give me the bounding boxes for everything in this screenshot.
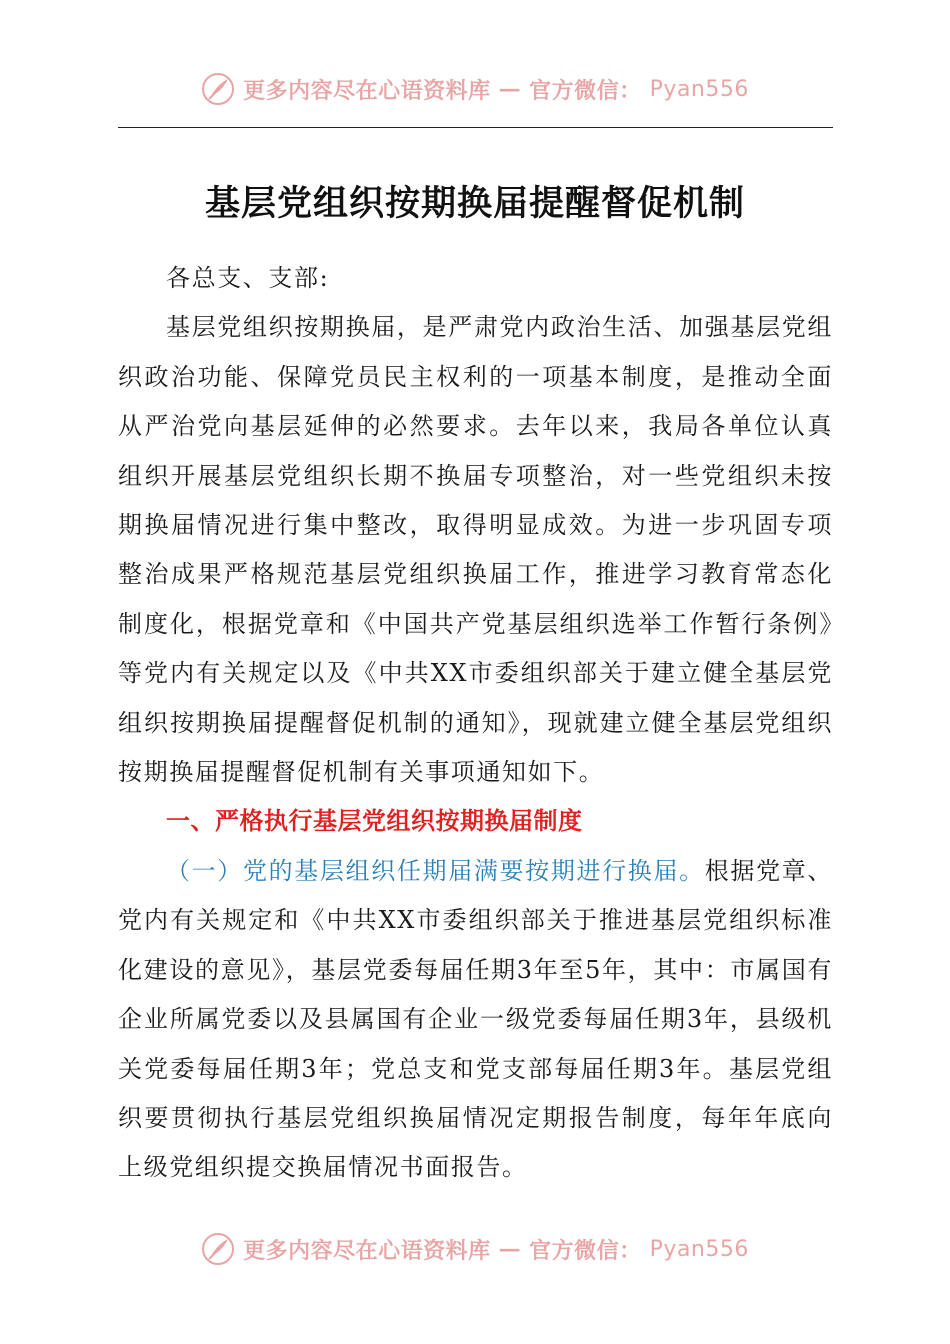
section1-sub1-label: （一）党的基层组织任期届满要按期进行换届。 [166, 856, 705, 885]
intro-paragraph: 基层党组织按期换届，是严肃党内政治生活、加强基层党组织政治功能、保障党员民主权利的一项基本制度，是推动全面从严治党向基层延伸的必然要求。去年以来，我局各单位认真组织开展基层党组织长期不换届专项整治，对一些党组织未按期换届情况进行集中整改，取得明显成效。为进一步巩固专项整治成果严格规范基层党组织换届工作，推进学习教育常态化制度化，根据党章和《中国共产党基层组织选举工作暂行条例》等党内有关规定以及《中共XX市委组织部关于建立健全基层党组织按期换届提醒督促机制的通知》，现就建立健全基层党组织按期换届提醒督促机制有关事项通知如下。 [118, 313, 833, 787]
watermark-dash: — [498, 76, 522, 102]
section1-sub1-text: 根据党章、党内有关规定和《中共XX市委组织部关于推进基层党组织标准化建设的意见》，基层党委每届任期3年至5年，其中：市属国有企业所属党委以及县属国有企业一级党委每届任期3年，县级机关党委每届任期3年；党总支和党支部每届任期3年。基层党组织要贯彻执行基层党组织换届情况定期报告制度，每年年底向上级党组织提交换届情况书面报告。 [118, 856, 834, 1182]
watermark-contact-id: Pyan556 [649, 76, 749, 102]
watermark-contact-id: Pyan556 [649, 1236, 749, 1262]
document-body [118, 254, 833, 1193]
watermark-main-text: 更多内容尽在心语资料库 [243, 77, 491, 104]
watermark-dash: — [498, 1236, 522, 1262]
header-watermark [0, 72, 950, 106]
watermark-contact-prefix: 官方微信： [529, 1237, 642, 1264]
header-divider [118, 127, 833, 128]
watermark-contact-prefix: 官方微信： [529, 77, 642, 104]
footer-watermark [0, 1232, 950, 1266]
section1-sub1-paragraph [118, 847, 833, 1193]
feather-pen-icon [201, 1232, 235, 1266]
section1-heading: 一、严格执行基层党组织按期换届制度 [166, 807, 583, 836]
watermark-main-text: 更多内容尽在心语资料库 [243, 1237, 491, 1264]
feather-pen-icon [201, 72, 235, 106]
document-title: 基层党组织按期换届提醒督促机制 [204, 183, 745, 224]
section-heading [118, 797, 833, 846]
salutation: 各总支、支部: [166, 264, 330, 292]
